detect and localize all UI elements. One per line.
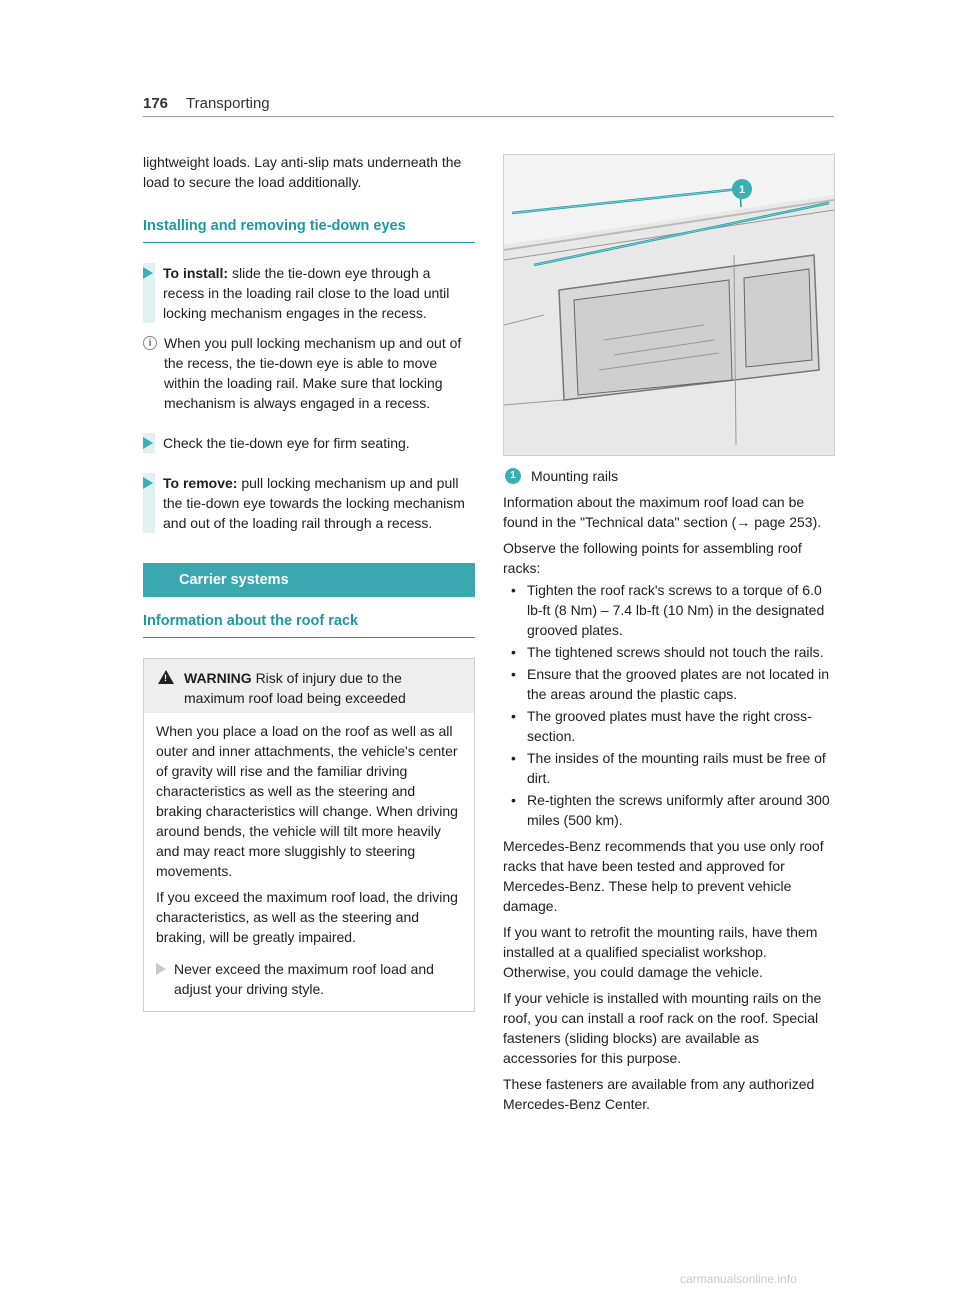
list-item: • The grooved plates must have the right cross-section.	[503, 706, 835, 746]
step-arrow-icon	[143, 437, 153, 449]
figure-legend	[503, 466, 835, 486]
page-number: 176	[143, 95, 169, 112]
warning-heading: WARNING Risk of injury due to the maximum roof load being exceeded	[184, 670, 406, 706]
legend-label: Mounting rails	[531, 468, 619, 484]
section-title: Transporting	[186, 95, 270, 112]
header-rule	[143, 116, 834, 117]
van-roof-illustration	[504, 155, 834, 455]
list-item: • The insides of the mounting rails must be free of dirt.	[503, 748, 835, 788]
check-text: Check the tie-down eye for firm seating.	[163, 435, 410, 451]
warning-body	[144, 713, 474, 1011]
warning-triangle-icon: !	[158, 670, 174, 684]
roof-rack-bullets	[503, 580, 835, 830]
fasteners-paragraph: These fasteners are available from any authorized Mercedes-Benz Center.	[503, 1076, 815, 1112]
step-arrow-icon	[156, 963, 166, 975]
step-bar	[143, 473, 155, 533]
step-arrow-icon	[143, 477, 153, 489]
check-step	[143, 433, 475, 453]
remove-text: To remove: pull locking mechanism up and pull the tie-down eye towards the locking mechanism and out of the loading rail through a recess.	[163, 475, 465, 531]
warning-paragraph: When you place a load on the roof as well as all outer and inner attachments, the vehicle's center of gravity will rise and the familiar driving characteristics as well as the steering and braking characteristics will change. When driving around bends, the vehicle will tilt more heavily and may react more sluggishly to steering movements.	[156, 723, 458, 879]
carrier-systems-banner: Carrier systems	[143, 563, 475, 597]
left-column	[143, 152, 475, 1012]
info-note	[143, 333, 475, 413]
recommend-paragraph: Mercedes-Benz recommends that you use only roof racks that have been tested and approved for Mercedes-Benz. These help to prevent vehicle damage.	[503, 838, 824, 914]
step-bar	[143, 263, 155, 323]
list-item: • Ensure that the grooved plates are not located in the areas around the plastic caps.	[503, 664, 835, 704]
warning-step	[156, 959, 462, 999]
list-item: • The tightened screws should not touch the rails.	[503, 642, 835, 662]
heading-roof-rack: Information about the roof rack	[143, 611, 475, 638]
step-arrow-icon	[143, 267, 153, 279]
heading-tie-down-eyes: Installing and removing tie-down eyes	[143, 216, 475, 243]
install-text: To install: slide the tie-down eye through a recess in the loading rail close to the load until locking mechanism engages in the recess.	[163, 265, 450, 321]
callout-badge: 1	[505, 468, 521, 484]
warning-header	[144, 659, 474, 713]
info-icon: i	[143, 336, 157, 350]
observe-paragraph: Observe the following points for assembling roof racks:	[503, 540, 802, 576]
installed-paragraph: If your vehicle is installed with mounting rails on the roof, you can install a roof rack on the roof. Special fasteners (sliding blocks) are available as accessories for this purpose.	[503, 990, 822, 1066]
note-text: When you pull locking mechanism up and out of the recess, the tie-down eye is able to move within the loading rail. Make sure that locking mechanism is always engaged in a recess.	[164, 335, 462, 411]
warning-step-text: Never exceed the maximum roof load and adjust your driving style.	[174, 961, 434, 997]
right-column	[503, 154, 835, 1114]
warning-paragraph: If you exceed the maximum roof load, the driving characteristics, as well as the steering and braking, will be greatly impaired.	[156, 889, 458, 945]
list-item: • Re-tighten the screws uniformly after around 300 miles (500 km).	[503, 790, 835, 830]
step-bar	[143, 433, 155, 453]
list-item: • Tighten the roof rack's screws to a torque of 6.0 lb-ft (8 Nm) – 7.4 lb-ft (10 Nm) in the designated grooved plates.	[503, 580, 835, 640]
retrofit-paragraph: If you want to retrofit the mounting rails, have them installed at a qualified specialist workshop. Otherwise, you could damage the vehicle.	[503, 924, 818, 980]
install-step	[143, 263, 475, 323]
remove-step	[143, 473, 475, 533]
intro-text: lightweight loads. Lay anti-slip mats underneath the load to secure the load additionally.	[143, 154, 462, 190]
info-paragraph: Information about the maximum roof load can be found in the "Technical data" section (→ page 253).	[503, 494, 822, 530]
roof-rails-illustration	[503, 154, 835, 456]
watermark: carmanualsonline.info	[680, 1272, 797, 1286]
warning-box	[143, 658, 475, 1012]
figure-callout-label: 1	[738, 184, 746, 196]
